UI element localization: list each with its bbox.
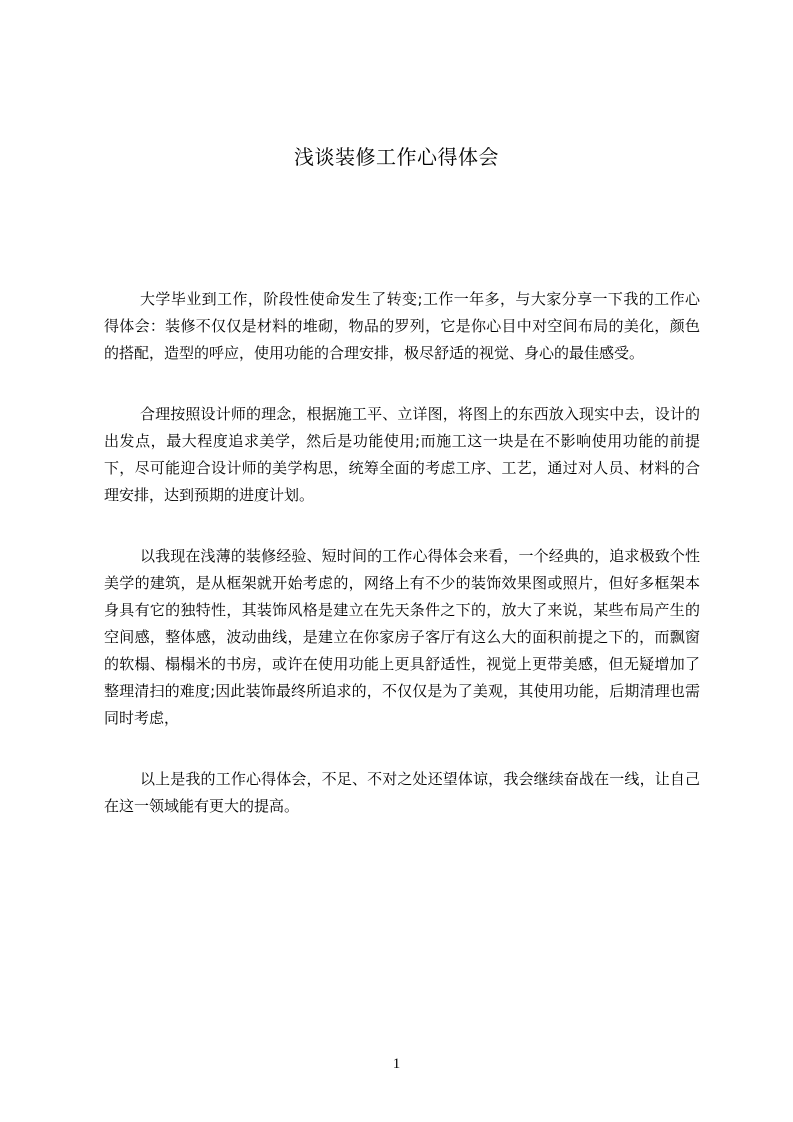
page-number: 1 [392, 1056, 401, 1072]
paragraph-2: 合理按照设计师的理念，根据施工平、立详图，将图上的东西放入现实中去，设计的出发点，最大程度追求美学，然后是功能使用;而施工这一块是在不影响使用功能的前提下，尽可能迎合设计师的美学构思，统筹全面的考虑工序、工艺，通过对人员、材料的合理安排，达到预期的进度计划。 [104, 405, 700, 504]
paragraph-4: 以上是我的工作心得体会，不足、不对之处还望体谅，我会继续奋战在一线，让自己在这一领域能有更大的提高。 [104, 770, 700, 815]
document-body [104, 286, 700, 854]
paragraph-3: 以我现在浅薄的装修经验、短时间的工作心得体会来看，一个经典的，追求极致个性美学的建筑，是从框架就开始考虑的，网络上有不少的装饰效果图或照片，但好多框架本身具有它的独特性，其装饰风格是建立在先天条件之下的，放大了来说，某些布局产生的空间感，整体感，波动曲线，是建立在你家房子客厅有这么大的面积前提之下的，而飘窗的软榻、榻榻米的书房，或许在使用功能上更具舒适性，视觉上更带美感，但无疑增加了整理清扫的难度;因此装饰最终所追求的，不仅仅是为了美观，其使用功能，后期清理也需同时考虑， [104, 547, 700, 727]
paragraph-1: 大学毕业到工作，阶段性使命发生了转变;工作一年多，与大家分享一下我的工作心得体会：装修不仅仅是材料的堆砌，物品的罗列，它是你心目中对空间布局的美化，颜色的搭配，造型的呼应，使用功能的合理安排，极尽舒适的视觉、身心的最佳感受。 [104, 290, 700, 362]
document-title: 浅谈装修工作心得体会 [294, 145, 499, 169]
